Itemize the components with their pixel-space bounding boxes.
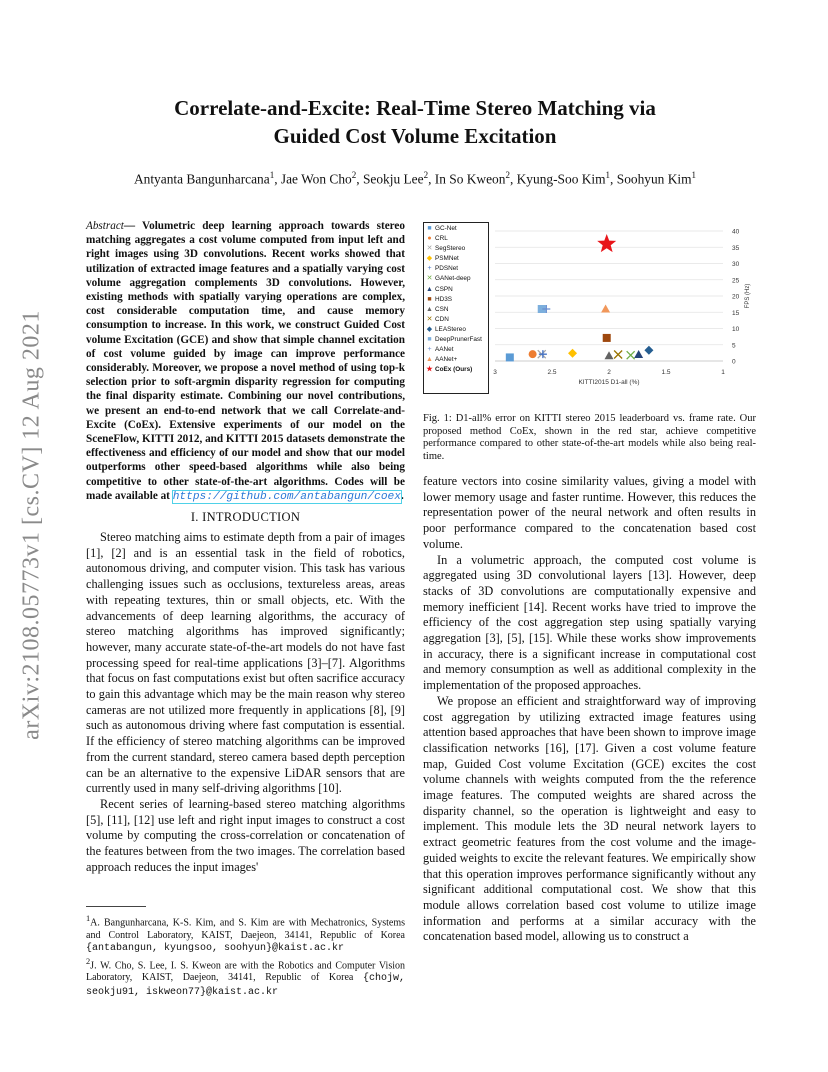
intro-paragraph: Stereo matching aims to estimate depth from a pair of images [1], [2] and is an essential task in the field of robotics, autonomous driving, and computer vision. This task has various challenging issues such as occlusions, textureless areas, areas with repeating textures, thin or small objects, etc. With the advancements of deep learning algorithms, the accuracy of stereo matching algorithms has improved significantly; however, many accurate state-of-the-art models do not have fast processing speed for real-time applications [3]–[7]. Algorithms that focus on fast computations exist but often sacrifice accuracy to gain this advantage which may be the main reason why stereo cameras are not utilized more frequently in applications [8], [9] such as autonomous driving where fast computation is essential. If the efficiency of stereo matching algorithms can be improved from the current standard, stereo camera based depth perception can be an alternative to the expensive LiDAR sensors that are currently used in many self-driving algorithms [10]. [86,530,405,796]
footnote-1: $^1$A. Bangunharcana, K-S. Kim, and S. Kim are with Mechatronics, Systems and Control Laboratory, KAIST, Daejeon, 34141, Republic of Korea {antabangun, kyungsoo, soohyun}@kaist.ac.kr [86,914,405,955]
arxiv-watermark: arXiv:2108.05773v1 [cs.CV] 12 Aug 2021 [18,310,45,740]
legend-marker-icon: ▲ [426,356,433,364]
introduction-text [86,530,405,875]
data-point [614,351,622,359]
legend-label: CSN [435,305,449,313]
author-affiliation: 2 [423,170,429,180]
legend-label: PSMNet [435,255,459,263]
y-axis-label: FPS (Hz) [745,283,751,309]
legend-label: HD3S [435,295,453,303]
paper-title [90,94,740,150]
legend-marker-icon: ✕ [426,315,433,323]
y-tick-label: 40 [732,228,740,236]
x-tick-label: 1 [721,369,725,376]
legend-marker-icon: ▲ [426,305,433,313]
author-name: Soohyun Kim [616,171,692,187]
author-affiliation: 2 [505,170,510,180]
legend-marker-icon: ★ [426,366,433,374]
footnote-rule [86,906,146,907]
x-tick-label: 1.5 [661,369,671,376]
data-point [605,351,614,359]
abstract-lead: Abstract [86,220,124,232]
y-tick-label: 20 [732,293,740,301]
legend-marker-icon: ■ [427,295,432,303]
author-name: Antyanta Bangunharcana [133,171,270,187]
data-point [529,350,537,358]
footnotes [86,913,405,999]
data-point [634,350,643,358]
data-point [506,353,514,361]
data-point [568,349,577,358]
y-tick-label: 15 [732,309,740,317]
author-name: Jae Won Cho [280,171,352,187]
legend-label: CRL [435,235,448,243]
legend-marker-icon: ✕ [426,275,433,283]
data-point [601,305,610,313]
legend-label: CoEx (Ours) [435,366,473,374]
abstract-body: Volumetric deep learning approach towards stereo matching aggregates a cost volume computed from input left and right images using 3D convolutions. Recent works showed that utilization of extracted image features and a spatially varying cost volume aggregation complements 3D convolutions. However, existing methods with spatially varying operations are complex, cost considerable computation time, and cause memory consumption to increase. In this work, we construct Guided Cost volume Excitation (GCE) and show that simple channel excitation of cost volume guided by image can improve performance considerably. Moreover, we propose a novel method of using top-k selection prior to soft-argmin disparity regression for computing the final disparity estimate. Combining our novel contributions, we present an end-to-end network that we call Correlate-and-Excite (CoEx). Extensive experiments of our model on the SceneFlow, KITTI 2012, and KITTI 2015 datasets demonstrate the effectiveness and efficiency of our model and show that our model outperforms other speed-based algorithms while also being competitive to other state-of-the-art algorithms. Codes will be made available at [86,220,405,502]
data-point [644,346,653,355]
legend-label: GC-Net [435,225,457,232]
x-tick-label: 2.5 [547,369,557,376]
y-tick-label: 0 [732,358,736,366]
footnote-2: $^2$J. W. Cho, S. Lee, I. S. Kweon are with the Robotics and Computer Vision Laboratory, KAIST, Daejeon, 34141, Republic of Korea {chojw, seokju91, iskweon77}@kaist.ac.kr [86,956,405,998]
abstract [86,219,405,504]
author-name: In So Kweon [434,171,506,187]
legend-label: PDSNet [435,265,459,273]
intro-paragraph: Recent series of learning-based stereo matching algorithms [5], [11], [12] use left and right input images to construct a cost volume by computing the cross-correlation or concatenation of the features between from the two images. The correlation based approach reduces the input images' [86,796,405,874]
legend-marker-icon: ◆ [426,325,433,333]
y-tick-label: 25 [732,277,740,285]
right-column-text [423,474,756,945]
data-point [539,350,547,358]
legend-marker-icon: + [427,265,432,273]
abstract-dash: — [123,220,143,232]
x-tick-label: 2 [607,369,611,376]
x-tick-label: 3 [493,369,497,376]
data-point [597,234,616,252]
body-paragraph: We propose an efficient and straightforward way of improving cost aggregation by utilizing extracted image features using attention based approaches that have been shown to improve image classification networks [16], [17]. Given a cost volume feature map, Guided Cost volume Excitation (GCE) excites the cost volume channels with weights computed from the the reference image features. The computed weights are shared across the disparity channel, so the operation is lightweight and easy to implement. This module lets the 3D neural network layers to extract geometric features from the cost volume and the image-guided weights to excite the relevant features. We empirically show that this operation improves performance significantly without any significant additional computational cost. We show that this module allows correlation based cost volume to utilize image information and performs at a similar accuracy with the concatenation based model, allowing us to construct a [423,693,756,944]
author-affiliation: 1 [605,170,611,180]
author-list: Antyanta Bangunharcana$^1$, Jae Won Cho$^2$, Seokju Lee$^2$, In So Kweon$^2$, Kyung-Soo Kim$^1$, Soohyun Kim$^1$ [133,170,697,187]
legend-label: CDN [435,315,449,323]
y-tick-label: 35 [732,244,740,252]
legend-label: AANet [435,346,454,354]
legend-marker-icon: ■ [427,336,432,344]
author-name: Seokju Lee [362,171,424,187]
author-affiliation: 2 [351,170,357,180]
legend-label: LEAStereo [435,325,466,333]
title-line-1: Correlate-and-Excite: Real-Time Stereo Matching via [174,96,656,120]
body-paragraph: In a volumetric approach, the computed cost volume is aggregated using 3D convolutional layers [13]. However, deep stacks of 3D convolutions are computationally expensive and memory inefficient [14]. Recent works have tried to improve the efficiency of the cost aggregation step using spatially varying aggregation [3], [5], [15]. While these works show improvements in accuracy, there is a significant increase in computational cost and memory consumption as well as additional complexity in the implementation of the proposed approaches. [423,552,756,693]
scatter-plot [423,222,756,398]
figure-1-chart [423,222,756,398]
legend-marker-icon: ● [427,235,432,243]
y-tick-label: 5 [732,342,736,350]
data-point [627,351,635,359]
legend-label: CSPN [435,285,453,293]
legend-marker-icon: ◆ [426,255,433,263]
abstract-end: . [400,489,404,502]
legend-marker-icon: ■ [427,225,432,232]
legend-marker-icon: ▲ [426,285,433,293]
author-name: Kyung-Soo Kim [516,171,606,187]
data-point [603,334,611,342]
figure-caption: Fig. 1: D1-all% error on KITTI stereo 2015 leaderboard vs. frame rate. Our proposed method CoEx, shown in the red star, achieve competitive performance compared to other state-of-the-art models while also being real-time. [423,413,756,462]
legend-label: AANet+ [435,356,458,364]
y-tick-label: 10 [732,326,740,333]
title-line-2: Guided Cost Volume Excitation [273,124,557,148]
code-link[interactable]: https://github.com/antabangun/coex [172,490,401,503]
legend-marker-icon: ✕ [426,245,433,253]
body-paragraph: feature vectors into cosine similarity values, giving a model with lower memory usage and faster runtime. However, this reduces the representation power of the neural network and often results in poor performance compared to the concatenation based cost volume. [423,474,756,551]
author-affiliation: 1 [269,170,275,180]
legend-marker-icon: + [427,346,432,354]
legend-label: DeepPrunerFast [435,336,482,344]
y-tick-label: 30 [732,261,740,268]
x-axis-label: KITTI2015 D1-all (%) [578,379,640,386]
legend-label: GANet-deep [435,275,471,283]
author-affiliation: 1 [691,170,697,180]
legend-label: SegStereo [435,245,466,253]
section-heading: I. INTRODUCTION [190,510,301,524]
